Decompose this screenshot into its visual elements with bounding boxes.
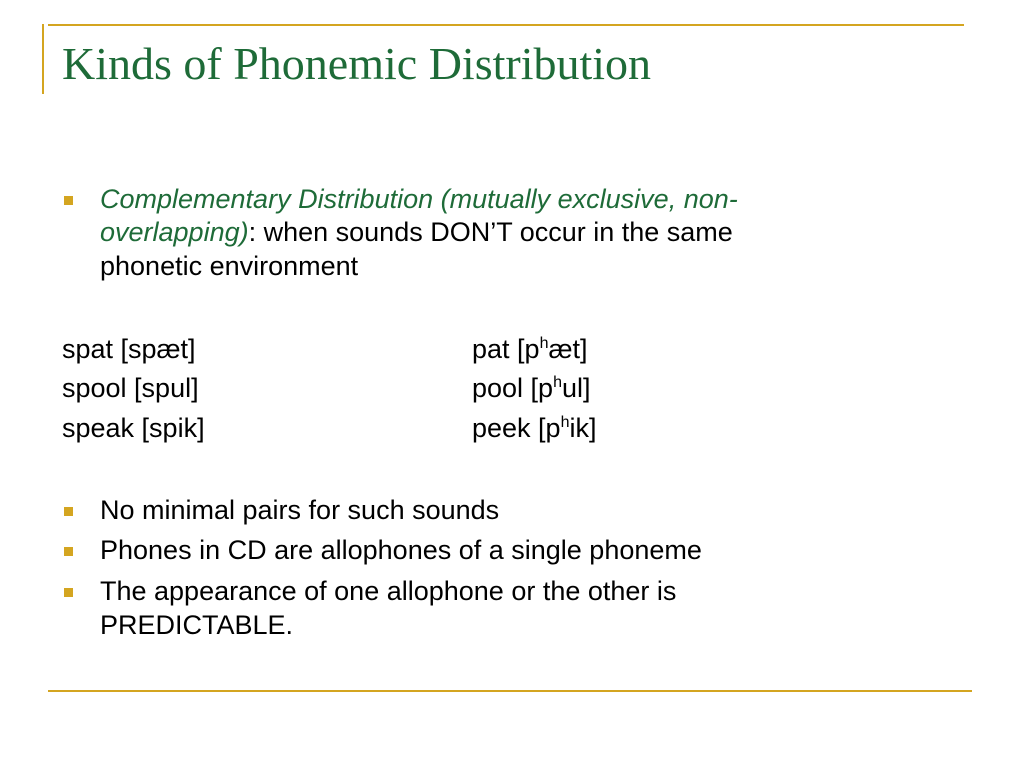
example-right bbox=[472, 331, 587, 367]
term-definition-cont: phonetic environment bbox=[100, 251, 359, 281]
term-line-2 bbox=[100, 215, 733, 249]
top-rule bbox=[48, 24, 964, 26]
term-definition: : when sounds DON’T occur in the same bbox=[248, 217, 733, 247]
example-left: speak [spik] bbox=[62, 413, 205, 443]
bullet-marker bbox=[64, 588, 73, 597]
example-right-pre: pat [p bbox=[472, 334, 540, 364]
term-line-1: Complementary Distribution (mutually exclusive, non- bbox=[100, 184, 738, 214]
example-left: spat [spæt] bbox=[62, 334, 196, 364]
example-right-pre: peek [p bbox=[472, 413, 561, 443]
term-line-2-italic: overlapping) bbox=[100, 217, 249, 247]
example-right bbox=[472, 410, 596, 446]
example-right-post: æt] bbox=[548, 334, 588, 364]
aspiration-sup: h bbox=[560, 414, 570, 431]
example-left: spool [spul] bbox=[62, 373, 199, 403]
bullet-marker bbox=[64, 196, 73, 205]
bullet-text: No minimal pairs for such sounds bbox=[100, 495, 500, 525]
slide-title: Kinds of Phonemic Distribution bbox=[62, 38, 652, 89]
example-right-post: ul] bbox=[561, 373, 591, 403]
bullet-text: Phones in CD are allophones of a single phoneme bbox=[100, 535, 702, 565]
bullet-marker bbox=[64, 507, 73, 516]
example-right-pre: pool [p bbox=[472, 373, 554, 403]
bullet-marker bbox=[64, 547, 73, 556]
aspiration-sup: h bbox=[553, 374, 562, 391]
aspiration-sup: h bbox=[539, 335, 549, 352]
example-right-post: ik] bbox=[569, 413, 597, 443]
bullet-text: The appearance of one allophone or the other is bbox=[100, 576, 677, 606]
bottom-rule bbox=[48, 690, 972, 692]
left-rule bbox=[42, 24, 44, 94]
example-right bbox=[472, 370, 591, 406]
bullet-text-cont: PREDICTABLE. bbox=[100, 610, 294, 640]
